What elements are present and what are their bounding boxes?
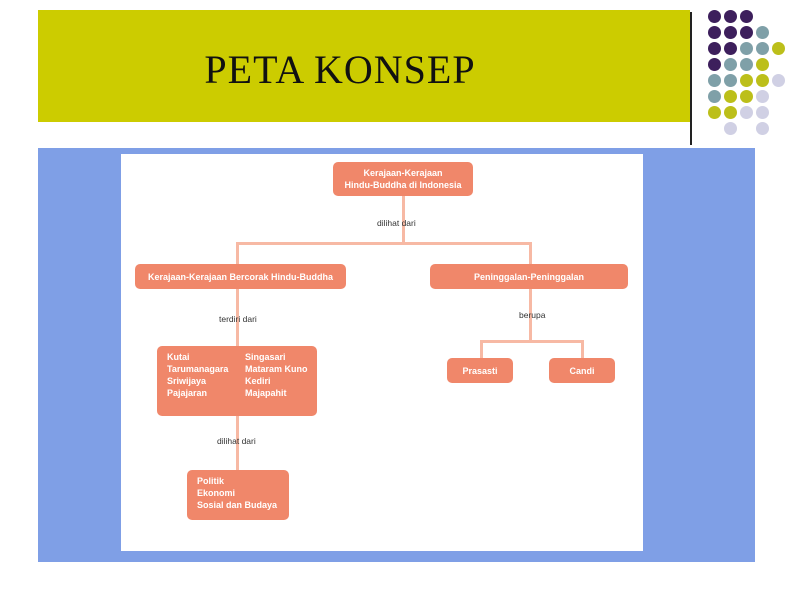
decor-dot [740,106,753,119]
right-branch-link-label: berupa [519,310,546,320]
decor-dot [724,122,737,135]
connector-right-drop [529,242,532,265]
root-line-1: Kerajaan-Kerajaan [363,168,443,178]
aspect-item: Sosial dan Budaya [197,500,278,510]
decor-dot [756,58,769,71]
right-branch-label: Peninggalan-Peninggalan [473,271,584,282]
decor-dot [724,58,737,71]
left-branch-label: Kerajaan-Kerajaan Bercorak Hindu-Buddha [147,271,334,282]
decor-dot [756,90,769,103]
decor-dot [756,122,769,135]
decor-dot [724,42,737,55]
kingdom-item: Pajajaran [167,388,208,398]
prasasti-label: Prasasti [462,365,498,376]
decor-dot [708,26,721,39]
decor-dot [772,42,785,55]
kingdom-item: Singasari [245,352,286,362]
root-line-2: Hindu-Buddha di Indonesia [344,180,462,190]
left-branch-link-label: terdiri dari [219,314,257,324]
decor-dot [708,106,721,119]
decor-dot [756,42,769,55]
decor-dot [708,58,721,71]
candi-node [549,358,615,383]
decor-dot [740,26,753,39]
title-band [38,10,690,122]
decor-dot [708,42,721,55]
root-link-label: dilihat dari [377,218,416,228]
decor-dot [756,74,769,87]
connector-right-horizontal [480,340,584,343]
decorative-dots [700,10,780,130]
kingdom-item: Majapahit [245,388,287,398]
connector-prasasti-drop [480,340,483,358]
decor-dot [708,90,721,103]
kingdom-item: Tarumanagara [167,364,229,374]
decor-dot [724,106,737,119]
kingdom-item: Mataram Kuno [245,364,308,374]
decor-dot [756,106,769,119]
decor-dot [756,26,769,39]
kingdom-item: Kutai [167,352,190,362]
left-branch-node [135,264,346,289]
decor-dot [740,58,753,71]
candi-label: Candi [569,365,595,376]
connector-left-drop [236,242,239,265]
connector-horizontal-top [236,242,532,245]
connector-candi-drop [581,340,584,358]
aspect-item: Ekonomi [197,488,236,498]
slide-title: PETA KONSEP [204,47,476,92]
decor-dot [708,10,721,23]
aspects-node [187,470,289,520]
decor-dot [740,10,753,23]
decor-dot [708,74,721,87]
decor-dot [724,26,737,39]
right-branch-node [430,264,628,289]
decor-dot [740,90,753,103]
decor-dot [740,42,753,55]
decor-dot [724,74,737,87]
aspect-item: Politik [197,476,225,486]
aspects-column [197,475,277,511]
kingdoms-node [157,346,317,416]
decor-dot [772,74,785,87]
kingdoms-link-label: dilihat dari [217,436,256,446]
decor-dot [724,10,737,23]
kingdom-item: Sriwijaya [167,376,207,386]
kingdom-item: Kediri [245,376,271,386]
concept-map [121,154,643,551]
prasasti-node [447,358,513,383]
decor-dot [740,74,753,87]
root-node [333,162,473,196]
kingdoms-column-1 [167,351,228,399]
title-divider-line [690,12,692,145]
decor-dot [724,90,737,103]
kingdoms-column-2 [245,351,308,399]
